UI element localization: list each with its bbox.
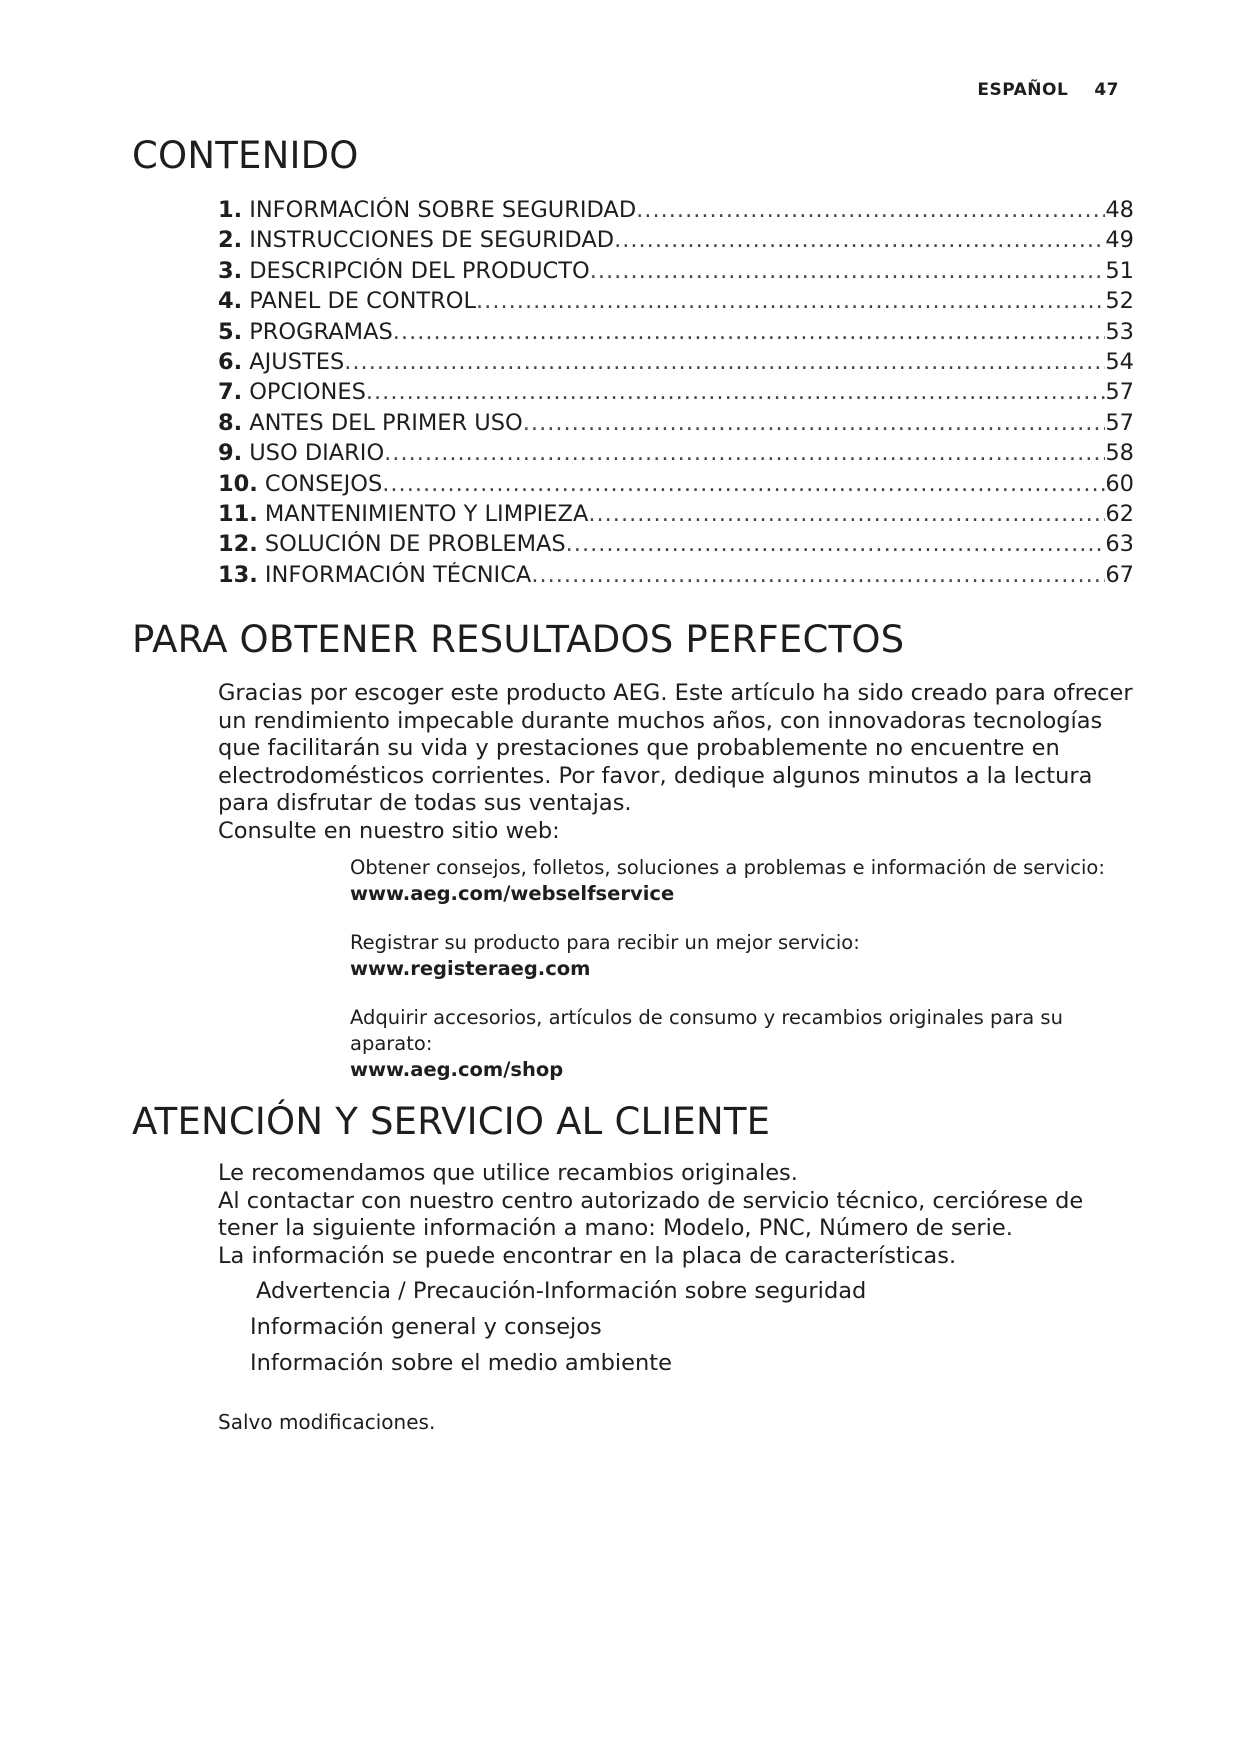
toc-leader-dots bbox=[590, 258, 1106, 284]
link-block-webselfservice bbox=[350, 855, 1130, 907]
toc-item-page: 54 bbox=[1105, 348, 1134, 375]
toc-item-page: 58 bbox=[1105, 440, 1134, 467]
toc-item-number: 2. bbox=[218, 227, 243, 254]
care-line-1: Le recomendamos que utilice recambios originales. bbox=[218, 1160, 798, 1186]
contents-heading: CONTENIDO bbox=[132, 134, 359, 177]
toc-item-title: MANTENIMIENTO Y LIMPIEZA bbox=[264, 500, 589, 527]
toc-item-page: 57 bbox=[1105, 379, 1134, 406]
toc-item-title: INFORMACIÓN SOBRE SEGURIDAD bbox=[249, 197, 637, 223]
toc-item-title: AJUSTES bbox=[249, 348, 345, 375]
toc-leader-dots bbox=[531, 562, 1105, 588]
toc-item-number: 12. bbox=[218, 531, 258, 558]
link-description: Obtener consejos, folletos, soluciones a problemas e información de servicio: bbox=[350, 856, 1105, 879]
web-links bbox=[350, 855, 1130, 1106]
toc-item-page: 53 bbox=[1105, 318, 1134, 345]
toc-item-page: 49 bbox=[1105, 227, 1134, 254]
toc-item-page: 51 bbox=[1105, 257, 1134, 284]
toc-leader-dots bbox=[588, 501, 1105, 527]
toc-item[interactable] bbox=[218, 288, 1134, 318]
toc-item-title: INFORMACIÓN TÉCNICA bbox=[264, 561, 532, 588]
toc-item-number: 7. bbox=[218, 379, 243, 406]
toc-leader-dots bbox=[614, 227, 1105, 253]
toc-item-page: 62 bbox=[1105, 500, 1134, 527]
toc-item-title: OPCIONES bbox=[249, 379, 366, 406]
toc-item-page: 52 bbox=[1105, 288, 1134, 315]
intro-paragraph: Gracias por escoger este producto AEG. Este artículo ha sido creado para ofrecer un rendimiento impecable durante muchos años, con innovadoras tecnologías que facilitarán su vida y prestaciones que probablemente no encuentre en electrodomésticos corrientes. Por favor, dedique algunos minutos a la lectura para disfrutar de todas sus ventajas. bbox=[218, 680, 1133, 816]
toc-item-number: 1. bbox=[218, 197, 243, 223]
toc-item-number: 13. bbox=[218, 561, 258, 588]
table-of-contents bbox=[218, 197, 1134, 592]
register-link[interactable]: www.registeraeg.com bbox=[350, 957, 591, 980]
toc-item[interactable] bbox=[218, 440, 1134, 470]
toc-item-title: DESCRIPCIÓN DEL PRODUCTO bbox=[249, 257, 590, 284]
header-page-number: 47 bbox=[1094, 80, 1119, 100]
toc-item-page: 67 bbox=[1105, 561, 1134, 588]
link-block-register bbox=[350, 930, 1130, 982]
toc-item-title: INSTRUCCIONES DE SEGURIDAD bbox=[249, 227, 615, 254]
toc-item-number: 8. bbox=[218, 409, 243, 436]
toc-item-page: 48 bbox=[1105, 197, 1134, 223]
toc-item[interactable] bbox=[218, 410, 1134, 440]
toc-item-title: PROGRAMAS bbox=[249, 318, 393, 345]
link-description: Registrar su producto para recibir un mejor servicio: bbox=[350, 931, 860, 954]
customer-care-heading: ATENCIÓN Y SERVICIO AL CLIENTE bbox=[132, 1100, 771, 1143]
toc-item-page: 63 bbox=[1105, 531, 1134, 558]
toc-leader-dots bbox=[384, 440, 1105, 466]
toc-item[interactable] bbox=[218, 258, 1134, 288]
toc-leader-dots bbox=[476, 288, 1105, 314]
toc-leader-dots bbox=[344, 349, 1105, 375]
legend-environment: Información sobre el medio ambiente bbox=[250, 1350, 672, 1376]
toc-item-title: PANEL DE CONTROL bbox=[249, 288, 477, 315]
subject-to-change-note: Salvo modificaciones. bbox=[218, 1410, 436, 1434]
toc-leader-dots bbox=[382, 471, 1105, 497]
link-description: Adquirir accesorios, artículos de consumo y recambios originales para su aparato: bbox=[350, 1006, 1063, 1055]
page-header bbox=[977, 80, 1119, 100]
toc-item-page: 60 bbox=[1105, 470, 1134, 497]
consult-text: Consulte en nuestro sitio web: bbox=[218, 817, 560, 844]
toc-item[interactable] bbox=[218, 471, 1134, 501]
toc-item[interactable] bbox=[218, 349, 1134, 379]
toc-leader-dots bbox=[636, 197, 1105, 223]
toc-item-page: 57 bbox=[1105, 409, 1134, 436]
toc-leader-dots bbox=[393, 319, 1106, 345]
legend-warning: Advertencia / Precaución-Información sobre seguridad bbox=[256, 1278, 867, 1304]
header-language: ESPAÑOL bbox=[977, 80, 1069, 100]
customer-care-section bbox=[218, 1160, 1138, 1270]
toc-item[interactable] bbox=[218, 531, 1134, 561]
link-block-shop bbox=[350, 1005, 1130, 1083]
toc-item-title: ANTES DEL PRIMER USO bbox=[249, 409, 523, 436]
results-heading: PARA OBTENER RESULTADOS PERFECTOS bbox=[132, 618, 905, 661]
toc-item-number: 9. bbox=[218, 440, 243, 467]
toc-item-number: 11. bbox=[218, 500, 258, 527]
toc-leader-dots bbox=[566, 531, 1106, 557]
legend-general: Información general y consejos bbox=[250, 1314, 602, 1340]
toc-item-number: 4. bbox=[218, 288, 243, 315]
toc-item[interactable] bbox=[218, 562, 1134, 592]
shop-link[interactable]: www.aeg.com/shop bbox=[350, 1058, 564, 1081]
toc-item-title: CONSEJOS bbox=[264, 470, 383, 497]
toc-item-title: USO DIARIO bbox=[249, 440, 385, 467]
toc-item[interactable] bbox=[218, 319, 1134, 349]
care-line-3: La información se puede encontrar en la placa de características. bbox=[218, 1242, 957, 1269]
intro-section bbox=[218, 680, 1138, 845]
toc-leader-dots bbox=[523, 410, 1106, 436]
toc-item[interactable] bbox=[218, 197, 1134, 227]
toc-item-number: 10. bbox=[218, 470, 258, 497]
toc-item-title: SOLUCIÓN DE PROBLEMAS bbox=[264, 531, 566, 558]
webselfservice-link[interactable]: www.aeg.com/webselfservice bbox=[350, 882, 675, 905]
toc-item-number: 5. bbox=[218, 318, 243, 345]
toc-leader-dots bbox=[366, 379, 1105, 405]
toc-item[interactable] bbox=[218, 379, 1134, 409]
toc-item-number: 6. bbox=[218, 348, 243, 375]
toc-item[interactable] bbox=[218, 501, 1134, 531]
symbol-legend bbox=[250, 1278, 866, 1386]
care-line-2: Al contactar con nuestro centro autorizado de servicio técnico, cerciórese de tener la siguiente información a mano: Modelo, PNC, Número de serie. bbox=[218, 1187, 1084, 1241]
toc-item-number: 3. bbox=[218, 257, 243, 284]
toc-item[interactable] bbox=[218, 227, 1134, 257]
